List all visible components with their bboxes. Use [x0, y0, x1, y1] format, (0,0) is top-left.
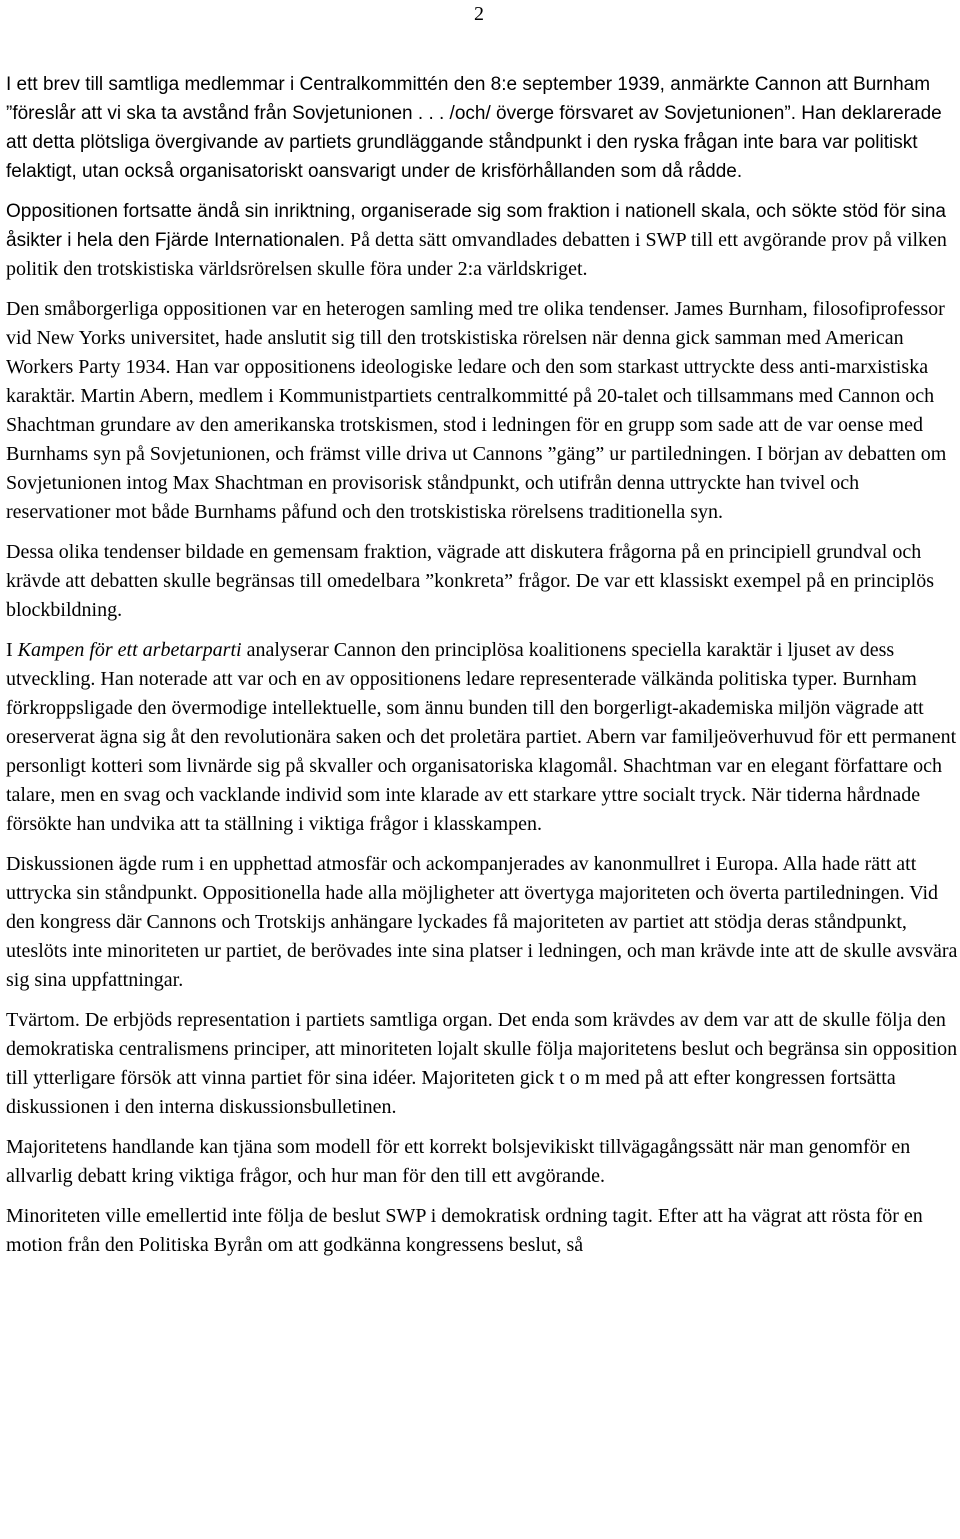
paragraph-opposition-continued: [6, 197, 958, 284]
page-number: 2: [474, 3, 484, 25]
paragraph-majority-model: Majoritetens handlande kan tjäna som modell för ett korrekt bolsjevikiskt tillvägagångssätt när man genomför en allvarlig debatt kring viktiga frågor, och hur man för den till ett avgörande.: [6, 1136, 911, 1187]
paragraph-tendencies-faction: Dessa olika tendenser bildade en gemensam fraktion, vägrade att diskutera frågorna på en principiell grundval och krävde att debatten skulle begränsas till omedelbara ”konkreta” frågor. De var ett klassiskt exempel på en principlös blockbildning.: [6, 541, 934, 621]
paragraph-kampen-rest: analyserar Cannon den principlösa koalitionens speciella karaktär i ljuset av dess utveckling. Han noterade att var och en av oppositionens ledare representerade välkända politiska typer. Burnham förkroppsligade den övermodige intellektuelle, som ännu bunden till den borgerligt-akademiska miljön vägrade att oreserverat ägna sig åt den revolutionära saken och det proletära partiet. Abern var familjeöverhuvud för ett permanent personligt kotteri som livnärde sig på skvaller och organisatoriska klagomål. Shachtman var en elegant författare och talare, men en svag och vacklande individ som inte klarade av ett starkare yttre socialt tryck. När tiderna hårdnade försökte han undvika att ta ställning i viktiga frågor i klasskampen.: [6, 639, 957, 835]
paragraph-opposition-sans-part: Oppositionen fortsatte ändå sin inriktning, organiserade sig som fraktion i nationell skala, och sökte stöd för sina åsikter i hela den Fjärde Internationalen.: [6, 201, 946, 251]
paragraph-on-the-contrary: Tvärtom. De erbjöds representation i partiets samtliga organ. Det enda som krävdes av dem var att de skulle följa den demokratiska centralismens principer, att minoriteten lojalt skulle följa majoritetens beslut och begränsa sin opposition till ytterligare försök att vinna partiet för sina idéer. Majoriteten gick t o m med på att efter kongressen fortsätta diskussionen i den interna diskussionsbulletinen.: [6, 1009, 958, 1118]
paragraph-kampen-lead: I: [6, 639, 18, 661]
book-title-kampen: Kampen för ett arbetarparti: [17, 639, 242, 661]
paragraph-petty-bourgeois-opposition: Den småborgerliga oppositionen var en heterogen samling med tre olika tendenser. James Burnham, filosofiprofessor vid New Yorks universitet, hade anslutit sig till den trotskistiska rörelsen när denna gick samman med American Workers Party 1934. Han var oppositionens ideologiske ledare och den som starkast uttryckte dess anti-marxistiska karaktär. Martin Abern, medlem i Kommunistpartiets centralkommitté på 20-talet och tillsammans med Cannon och Shachtman grundare av den amerikanska trotskismen, stod i ledningen för en grupp som sade att de var oense med Burnhams syn på Sovjetunionen, och främst ville driva ut Cannons ”gäng” ur partiledningen. I början av debatten om Sovjetunionen intog Max Shachtman en provisorisk ståndpunkt, och utifrån denna uttryckte han tvivel och reservationer mot både Burnhams påfund och den trotskistiska rörelsens traditionella syn.: [6, 298, 947, 523]
paragraph-kampen-analysis: [6, 636, 958, 839]
document-body: [6, 70, 958, 1271]
paragraph-minority-refused: Minoriteten ville emellertid inte följa de beslut SWP i demokratisk ordning tagit. Efter att ha vägrat att rösta för en motion från den Politiska Byrån om att godkänna kongressens beslut, så: [6, 1205, 923, 1256]
paragraph-discussion-atmosphere: Diskussionen ägde rum i en upphettad atmosfär och ackompanjerades av kanonmullret i Europa. Alla hade rätt att uttrycka sin ståndpunkt. Oppositionella hade alla möjligheter att övertyga majoriteten och överta partiledningen. Vid den kongress där Cannons och Trotskijs anhängare lyckades få majoriteten av partiet att stödja deras ståndpunkt, uteslöts inte minoriteten ur partiet, de berövades inte sina platser i ledningen, och man krävde inte att de skulle avsvära sig sina uppfattningar.: [6, 853, 958, 991]
paragraph-opposition-serif-part: På detta sätt omvandlades debatten i SWP till ett avgörande prov på vilken politik den trotskistiska världsrörelsen skulle föra under 2:a världskriget.: [6, 229, 947, 280]
paragraph-cannon-letter: I ett brev till samtliga medlemmar i Centralkommittén den 8:e september 1939, anmärkte Cannon att Burnham ”föreslår att vi ska ta avstånd från Sovjetunionen . . . /och/ överge försvaret av Sovjetunionen”. Han deklarerade att detta plötsliga övergivande av partiets grundläggande ståndpunkt i den ryska frågan inte bara var politiskt felaktigt, utan också organisatoriskt oansvarigt under de krisförhållanden som då rådde.: [6, 74, 942, 182]
